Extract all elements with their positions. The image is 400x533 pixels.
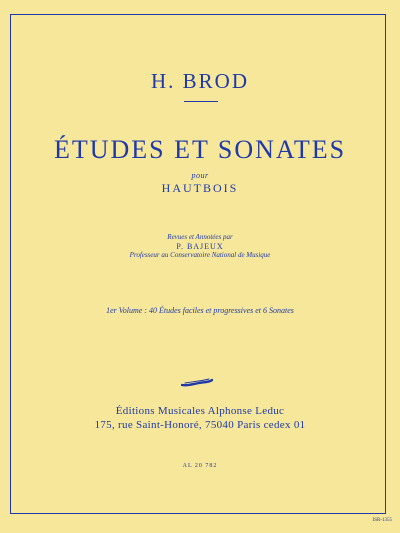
instrument-name: HAUTBOIS: [161, 181, 239, 195]
editor-name: P. BAJEUX: [176, 242, 224, 251]
divider-rule: [184, 101, 218, 102]
work-title: ÉTUDES ET SONATES: [53, 135, 347, 164]
composer-name: H. BROD: [150, 69, 249, 93]
catalog-code: ISR-1355: [372, 518, 392, 523]
pour-label: pour: [191, 171, 209, 180]
plate-number: AL 20 782: [182, 463, 218, 469]
revised-line: Revues et Annotées par: [167, 233, 233, 241]
volume-line: 1er Volume : 40 Études faciles et progressives et 6 Sonates: [106, 306, 294, 315]
publisher-address: 175, rue Saint-Honoré, 75040 Paris cedex 01: [94, 419, 306, 431]
editor-position: Professeur au Conservatoire National de Musique: [129, 251, 271, 259]
publisher-ornament-icon: [181, 378, 213, 388]
publisher-name: Éditions Musicales Alphonse Leduc: [115, 405, 285, 417]
